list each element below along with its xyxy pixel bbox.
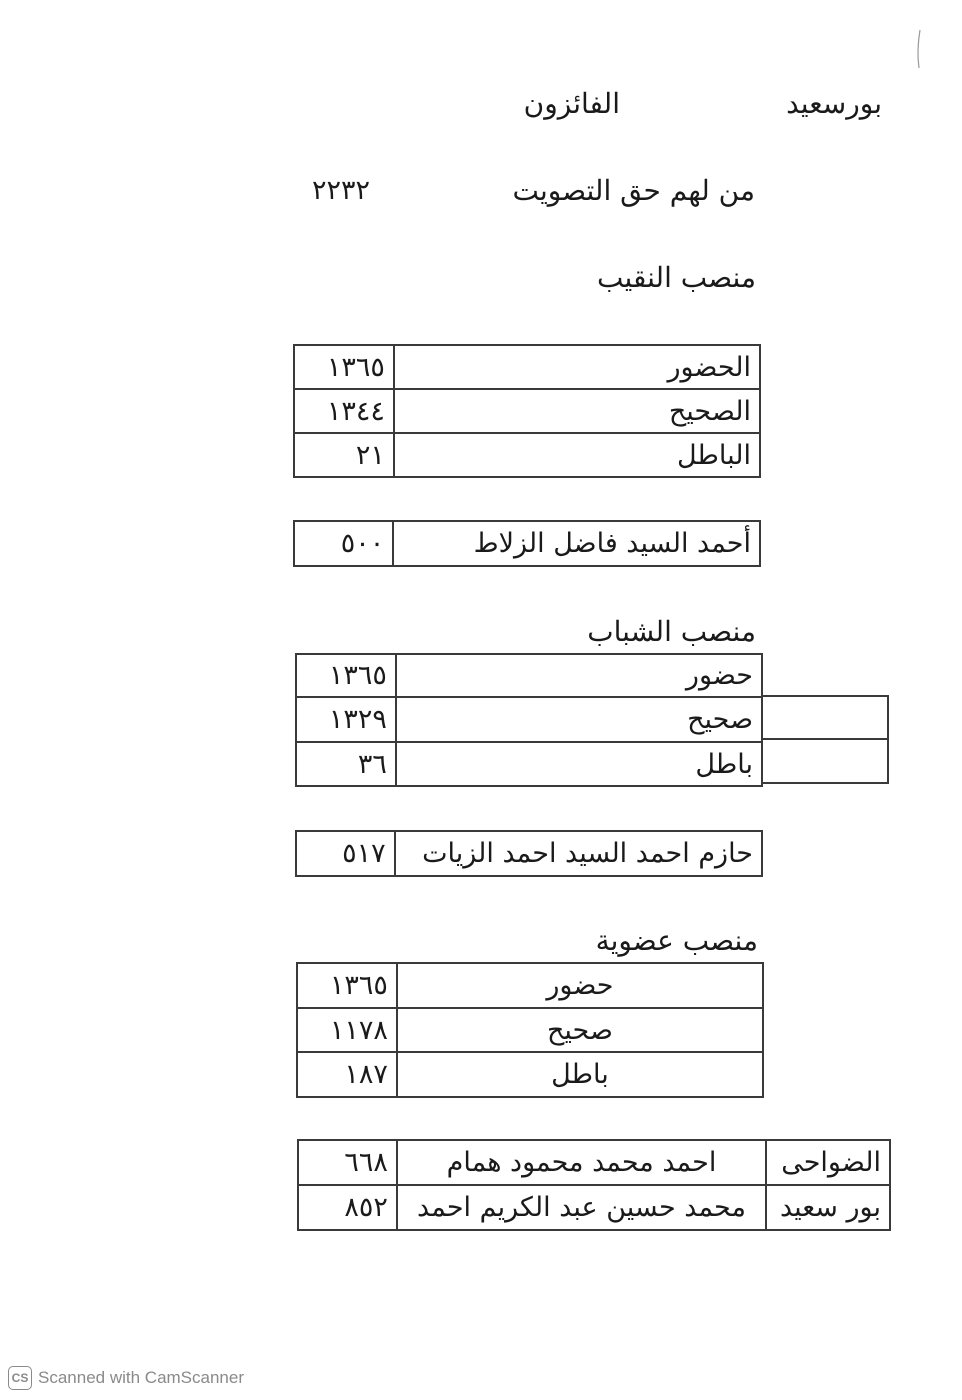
winner-name: حازم احمد السيد احمد الزيات [395, 831, 762, 876]
table-row [296, 831, 762, 876]
winner-name: احمد محمد محمود همام [397, 1140, 766, 1185]
camscanner-logo-icon: CS [8, 1366, 32, 1390]
table-row [297, 963, 763, 1008]
table-row [294, 433, 760, 477]
membership-stats-table [296, 962, 764, 1098]
winner-area: الضواحى [766, 1140, 890, 1185]
winner-name: أحمد السيد فاضل الزلاط [393, 521, 760, 566]
youth-stats-table [295, 653, 763, 787]
table-row [298, 1185, 890, 1230]
youth-winner-table [295, 830, 763, 877]
winner-votes: ٦٦٨ [298, 1140, 397, 1185]
stat-label: الحضور [394, 345, 760, 389]
stat-value: ٣٦ [296, 742, 396, 786]
stat-value: ١٣٤٤ [294, 389, 394, 433]
table-row [296, 654, 762, 697]
winner-votes: ٥١٧ [296, 831, 395, 876]
naqib-winner-table [293, 520, 761, 567]
stat-label: صحيح [396, 697, 762, 742]
winners-title: الفائزون [523, 87, 620, 120]
stat-value: ١٣٦٥ [296, 654, 396, 697]
membership-heading: منصب عضوية [595, 924, 758, 957]
scanner-watermark [8, 1366, 244, 1390]
youth-heading: منصب الشباب [587, 615, 756, 648]
stat-value: ٢١ [294, 433, 394, 477]
table-row [297, 1052, 763, 1097]
governorate-title: بورسعيد [786, 87, 882, 120]
youth-extra-cell [761, 695, 889, 740]
naqib-heading: منصب النقيب [597, 261, 756, 294]
eligible-voters-count: ٢٢٣٢ [312, 175, 371, 206]
winner-name: محمد حسين عبد الكريم احمد [397, 1185, 766, 1230]
stat-value: ١٣٦٥ [294, 345, 394, 389]
winner-votes: ٨٥٢ [298, 1185, 397, 1230]
stat-value: ١٨٧ [297, 1052, 397, 1097]
naqib-stats-table [293, 344, 761, 478]
table-row [297, 1008, 763, 1052]
stat-label: حضور [397, 963, 763, 1008]
table-row [294, 345, 760, 389]
table-row [296, 697, 762, 742]
stat-label: باطل [397, 1052, 763, 1097]
stat-value: ١٣٦٥ [297, 963, 397, 1008]
table-row [294, 389, 760, 433]
stat-value: ١٣٢٩ [296, 697, 396, 742]
winner-votes: ٥٠٠ [294, 521, 393, 566]
youth-extra-cell [761, 738, 889, 784]
stat-value: ١١٧٨ [297, 1008, 397, 1052]
stat-label: الباطل [394, 433, 760, 477]
table-row [294, 521, 760, 566]
table-row [296, 742, 762, 786]
watermark-text: Scanned with CamScanner [38, 1368, 245, 1387]
table-row [298, 1140, 890, 1185]
winner-area: بور سعيد [766, 1185, 890, 1230]
membership-winners-table [297, 1139, 891, 1231]
stat-label: صحيح [397, 1008, 763, 1052]
margin-mark [900, 28, 940, 78]
stat-label: باطل [396, 742, 762, 786]
eligible-voters-label: من لهم حق التصويت [512, 174, 755, 207]
stat-label: الصحيح [394, 389, 760, 433]
stat-label: حضور [396, 654, 762, 697]
